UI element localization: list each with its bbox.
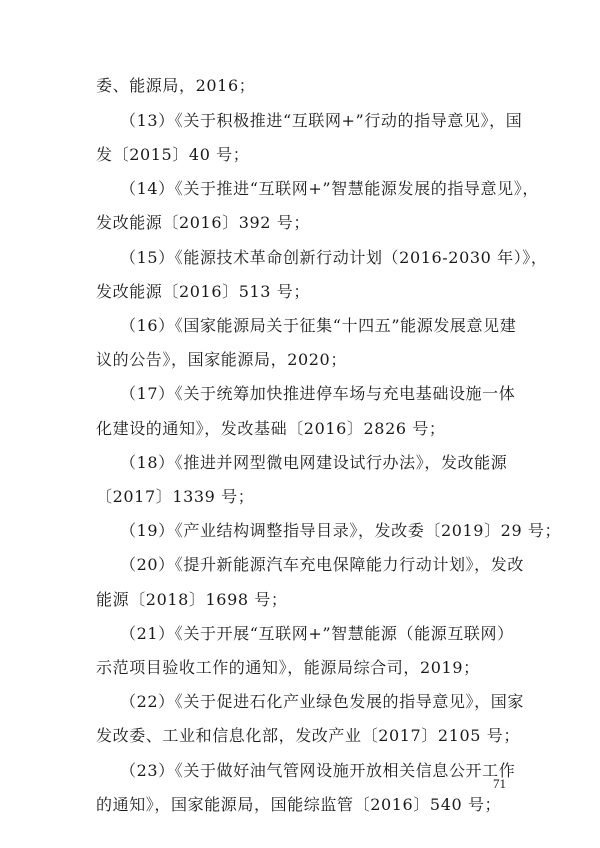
reference-item-14-line-2: 发改能源〔2016〕392 号； [96, 213, 310, 232]
reference-item-18-line-2: 〔2017〕1339 号； [96, 487, 255, 506]
text-line-continuation: 委、能源局，2016； [96, 76, 256, 95]
reference-item-14-line-1: （14）《关于推进“互联网+”智慧能源发展的指导意见》， [120, 179, 539, 198]
reference-item-20-line-1: （20）《提升新能源汽车充电保障能力行动计划》，发改 [120, 555, 524, 574]
page-number: 71 [493, 776, 506, 791]
reference-item-21-line-2: 示范项目验收工作的通知》，能源局综合司，2019； [96, 658, 480, 677]
reference-item-17-line-1: （17）《关于统筹加快推进停车场与充电基础设施一体 [120, 384, 516, 403]
reference-item-19-line-1: （19）《产业结构调整指导目录》，发改委〔2019〕29 号； [120, 521, 562, 540]
reference-item-16-line-2: 议的公告》，国家能源局，2020； [96, 350, 347, 369]
reference-item-15-line-1: （15）《能源技术革命创新行动计划（2016-2030 年）》， [120, 248, 548, 267]
reference-item-15-line-2: 发改能源〔2016〕513 号； [96, 282, 310, 301]
reference-item-13-line-2: 发〔2015〕40 号； [96, 145, 250, 164]
reference-item-21-line-1: （21）《关于开展“互联网+”智慧能源（能源互联网） [120, 624, 514, 643]
reference-item-16-line-1: （16）《国家能源局关于征集“十四五”能源发展意见建 [120, 316, 517, 335]
reference-item-18-line-1: （18）《推进并网型微电网建设试行办法》，发改能源 [120, 453, 508, 472]
reference-item-23-line-2: 的通知》，国家能源局，国能综监管〔2016〕540 号； [96, 795, 502, 814]
reference-item-23-line-1: （23）《关于做好油气管网设施开放相关信息公开工作 [120, 761, 516, 780]
reference-item-20-line-2: 能源〔2018〕1698 号； [96, 590, 288, 609]
reference-item-17-line-2: 化建设的通知》，发改基础〔2016〕2826 号； [96, 419, 446, 438]
reference-item-22-line-1: （22）《关于促进石化产业绿色发展的指导意见》，国家 [120, 692, 524, 711]
reference-item-22-line-2: 发改委、工业和信息化部，发改产业〔2017〕2105 号； [96, 726, 520, 745]
reference-item-13-line-1: （13）《关于积极推进“互联网+”行动的指导意见》，国 [120, 111, 523, 130]
